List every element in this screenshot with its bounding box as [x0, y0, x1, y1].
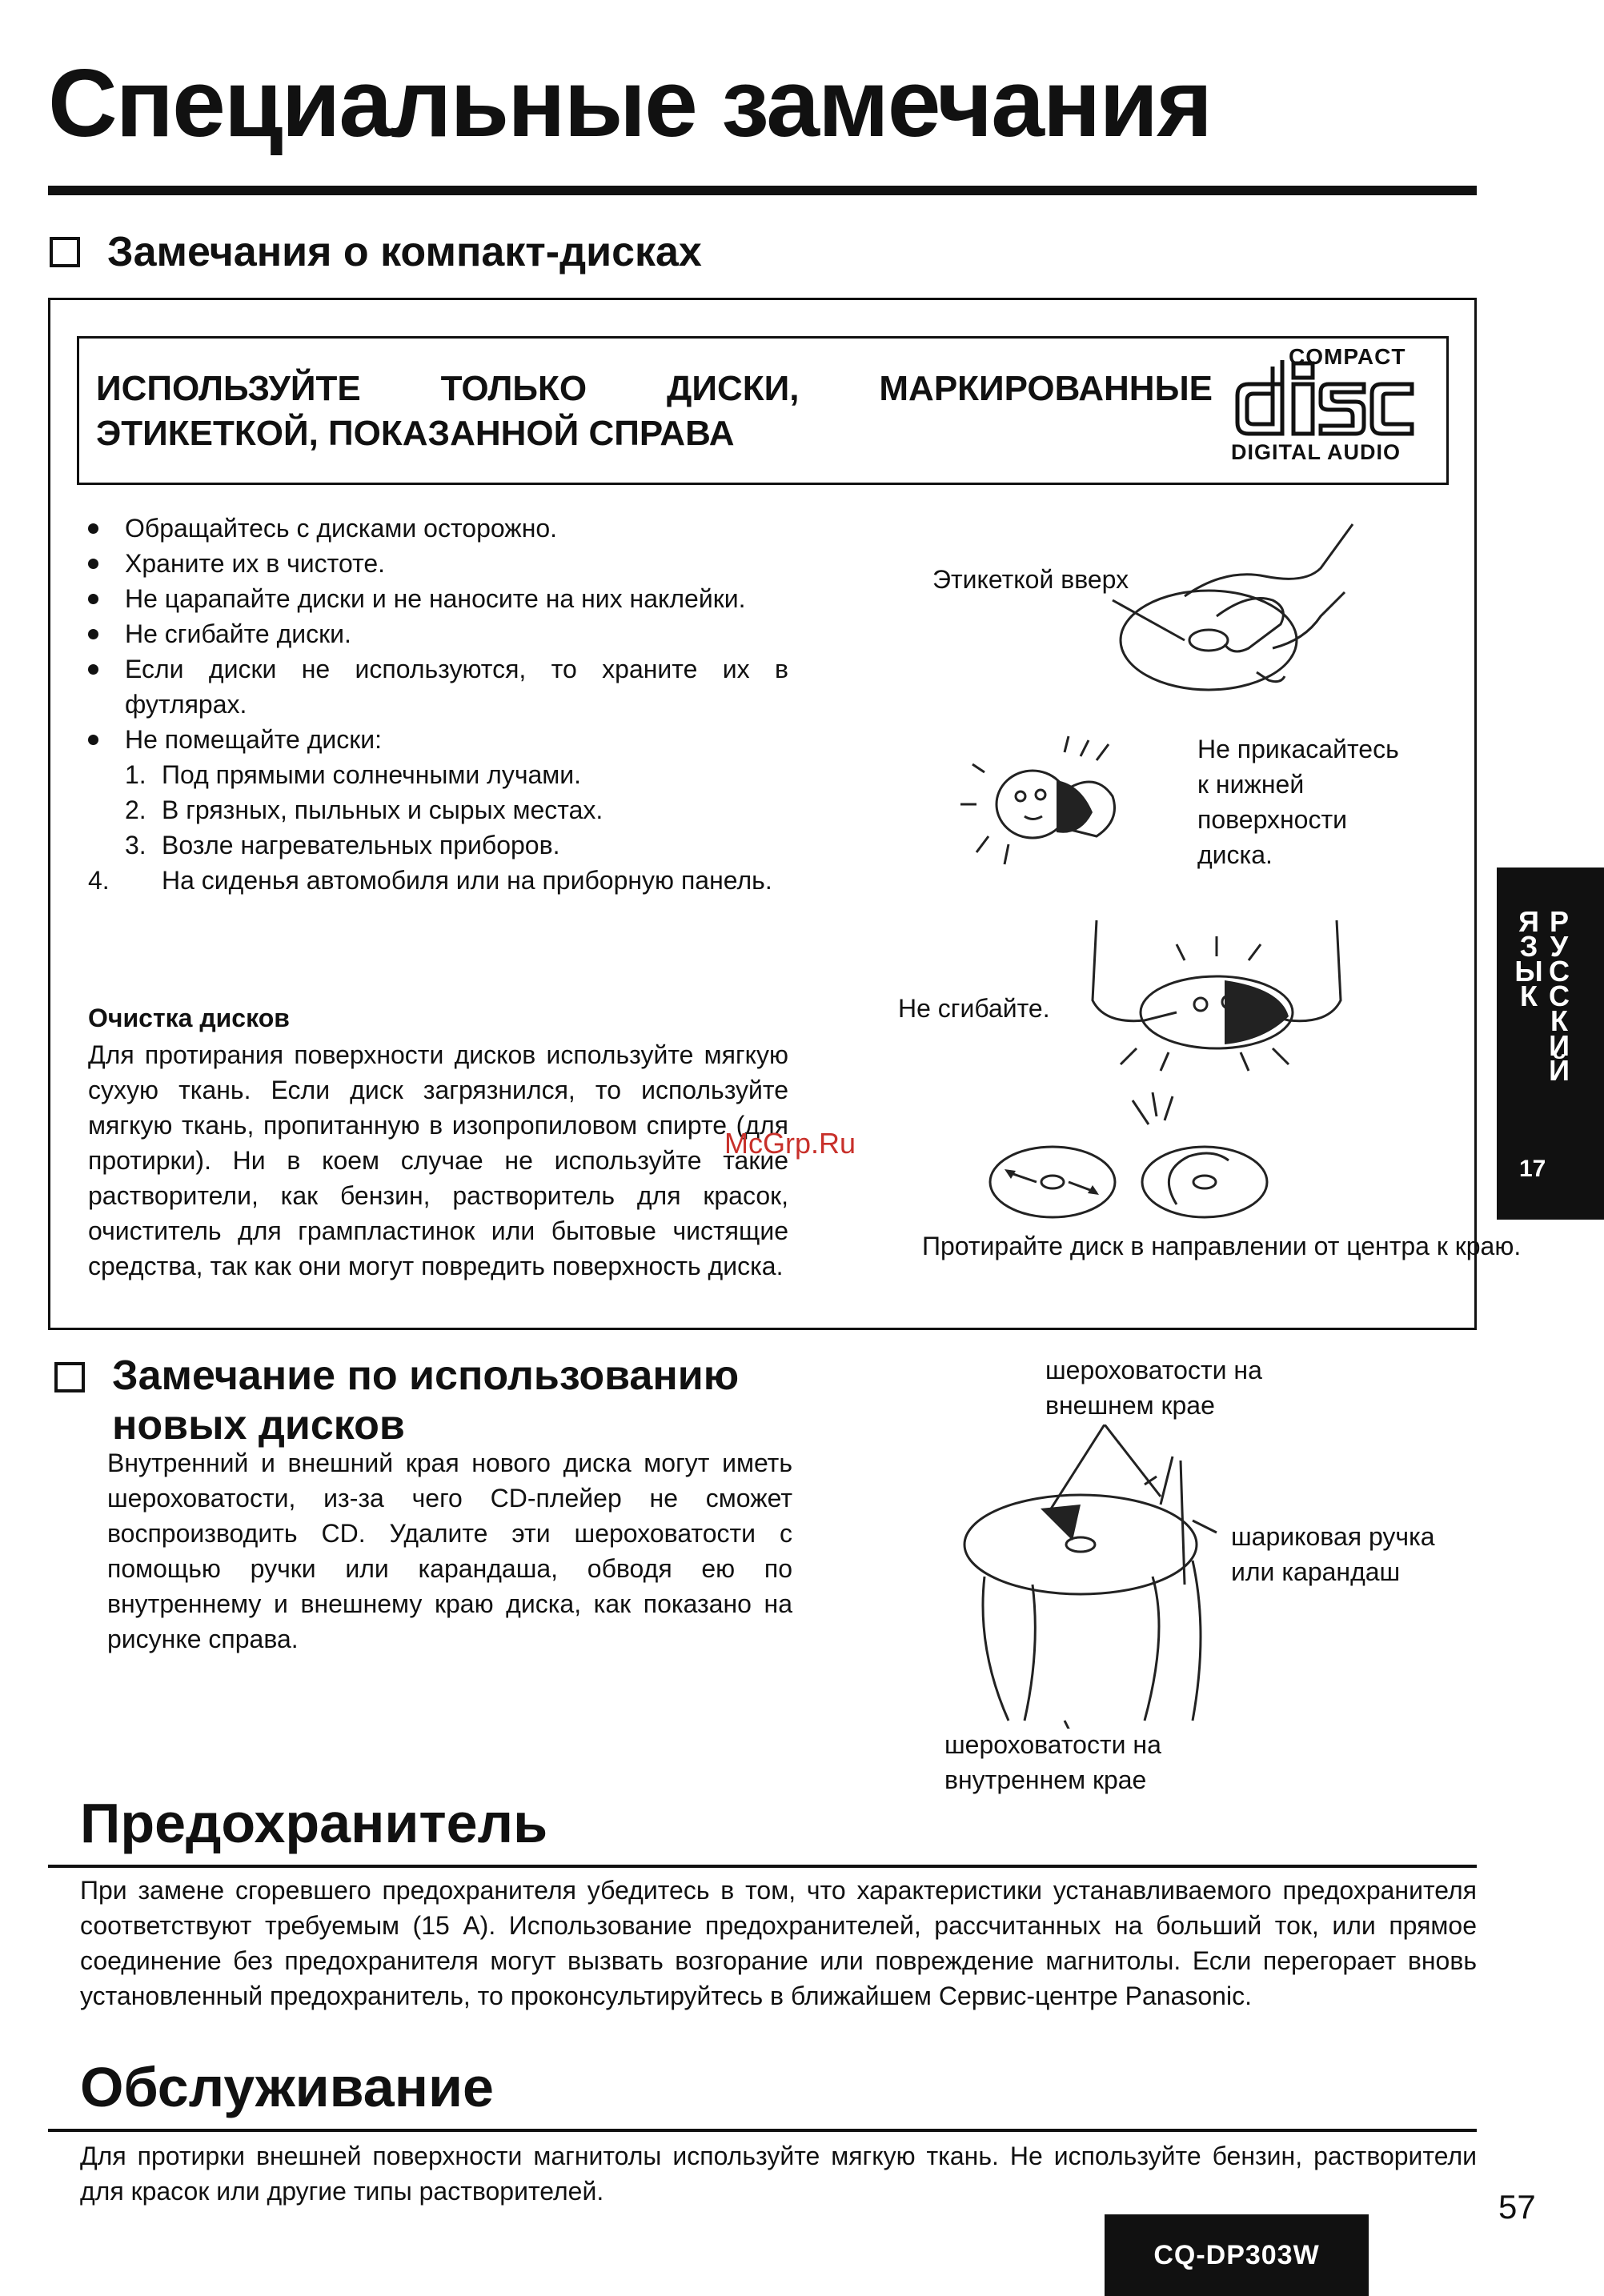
list-item: 4. На сиденья автомобиля или на приборную панель.: [88, 866, 772, 895]
no-bend-caption: Не сгибайте.: [898, 994, 1050, 1023]
no-touch-caption: Не прикасайтесь к нижней поверхности диска.: [1197, 735, 1399, 869]
logo-compact: COMPACT: [1289, 344, 1406, 369]
page-title: Специальные замечания: [48, 50, 1212, 157]
list-item: Не сгибайте диски.: [88, 616, 788, 651]
list-item: 1. Под прямыми солнечными лучами.: [125, 760, 582, 789]
maintenance-text: Для протирки внешней поверхности магнитолы используйте мягкую ткань. Не используйте бензин, растворители для красок или другие типы растворителей.: [80, 2142, 1477, 2206]
logo-digital-audio: DIGITAL AUDIO: [1231, 440, 1401, 464]
language-side-tab: [1497, 868, 1604, 1220]
maintenance-rule: [48, 2129, 1477, 2132]
title-rule: [48, 186, 1477, 195]
disc-label-up-illustration: [1065, 520, 1369, 704]
compact-disc-logo: [1226, 343, 1418, 469]
placement-list: [88, 757, 788, 898]
model-badge: CQ-DP303W: [1105, 2214, 1369, 2296]
side-tab-col2: Р У С С К И Й: [1549, 905, 1570, 1087]
list-item: 2. В грязных, пыльных и сырых местах.: [125, 795, 604, 824]
fuse-rule: [48, 1865, 1477, 1868]
disc-logo-icon: [1226, 357, 1418, 445]
new-disc-deburr-illustration: [952, 1424, 1241, 1729]
inner-edge-caption: шероховатости на внутреннем крае: [944, 1730, 1161, 1794]
list-item: Не помещайте диски: 1. Под прямыми солнечными лучами. 2. В грязных, пыльных и сырых местах. 3. Возле нагревательных приборов. 4. На сиденья автомобиля или на приборную панель.: [88, 722, 788, 898]
fuse-text: При замене сгоревшего предохранителя убедитесь в том, что характеристики устанавливаемого предохранителя соответствуют требуемым (15 А). Использование предохранителей, рассчитанных на больший ток, или прямое соединение без предохранителя могут вызвать возгорание или повреждение магнитолы. Если перегорает вновь установленный предохранитель, то проконсультируйтесь в ближайшем Сервис-центре Panasonic.: [80, 1876, 1477, 2010]
maintenance-heading: Обслуживание: [80, 2056, 494, 2118]
new-discs-heading: [54, 1351, 832, 1450]
fuse-heading: Предохранитель: [80, 1792, 548, 1854]
outer-edge-caption: шероховатости на внешнем крае: [1045, 1356, 1262, 1420]
cd-section-heading: [50, 228, 702, 276]
page-number: 57: [1498, 2188, 1536, 2226]
new-discs-title: Замечание по использованию новых дисков: [112, 1352, 740, 1449]
list-item: Если диски не используются, то храните их в футлярах.: [88, 651, 788, 722]
checkbox-icon: [54, 1362, 85, 1392]
pen-caption: шариковая ручка или карандаш: [1231, 1522, 1435, 1586]
watermark: McGrp.Ru: [724, 1127, 856, 1160]
cd-care-list: [88, 511, 788, 898]
list-item: Храните их в чистоте.: [88, 546, 788, 581]
cleaning-heading: Очистка дисков: [88, 1004, 290, 1032]
checkbox-icon: [50, 237, 80, 267]
warning-text: ИСПОЛЬЗУЙТЕ ТОЛЬКО ДИСКИ, МАРКИРОВАННЫЕ ЭТИКЕТКОЙ, ПОКАЗАННОЙ СПРАВА: [96, 369, 1213, 453]
side-tab-col1: Я З Ы К: [1514, 905, 1543, 1012]
label-up-caption: Этикеткой вверх: [932, 565, 1129, 594]
disc-wipe-illustration: [988, 1092, 1277, 1228]
new-discs-text: Внутренний и внешний края нового диска могут иметь шероховатости, из-за чего CD-плейер не сможет воспроизводить CD. Удалите эти шероховатости с помощью ручки или карандаша, обводя ею по внутреннему и внешнему краю диска, как показано на рисунке справа.: [107, 1449, 792, 1653]
list-item: Обращайтесь с дисками осторожно.: [88, 511, 788, 546]
list-item: Не царапайте диски и не наносите на них наклейки.: [88, 581, 788, 616]
side-tab-page: 17: [1519, 1156, 1546, 1182]
disc-no-bend-illustration: [1081, 912, 1353, 1072]
cd-section-title: Замечания о компакт-дисках: [107, 229, 702, 275]
list-item: 3. Возле нагревательных приборов.: [125, 831, 560, 859]
disc-no-touch-illustration: [952, 724, 1161, 868]
wipe-caption: Протирайте диск в направлении от центра к краю.: [922, 1232, 1522, 1260]
cleaning-text: Для протирания поверхности дисков используйте мягкую сухую ткань. Если диск загрязнился, то используйте мягкую ткань, пропитанную в изопропиловом спирте (для протирки). Ни в коем случае не используйте такие растворители, как бензин, растворитель для красок, очиститель для грампластинок или бытовые чистящие средства, так как они могут повредить поверхность диска.: [88, 1040, 788, 1280]
